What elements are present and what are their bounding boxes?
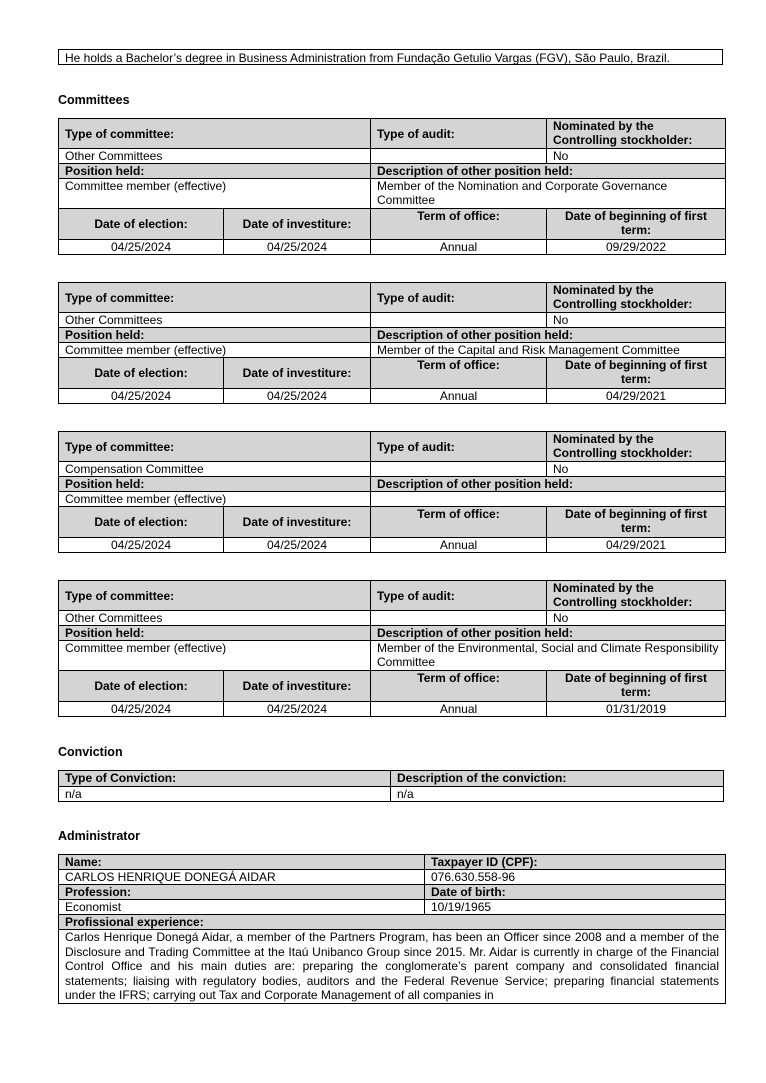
description-value: Member of the Capital and Risk Management Committee xyxy=(371,343,726,358)
term-office-label: Term of office: xyxy=(371,358,547,389)
description-label: Description of other position held: xyxy=(371,626,726,641)
date-election-label: Date of election: xyxy=(59,209,224,240)
nominated-value: No xyxy=(547,462,726,477)
type-of-audit-label: Type of audit: xyxy=(371,119,547,149)
audit-type xyxy=(371,611,547,626)
administrator-heading: Administrator xyxy=(58,829,140,843)
date-investiture-value: 04/25/2024 xyxy=(224,538,371,553)
nominated-value: No xyxy=(547,313,726,328)
education-text: He holds a Bachelor’s degree in Business Administration from Fundação Getulio Vargas (FGV), São Paulo, Brazil. xyxy=(58,49,723,65)
term-office-value: Annual xyxy=(371,240,547,255)
type-of-audit-label: Type of audit: xyxy=(371,283,547,313)
position-held-label: Position held: xyxy=(59,477,371,492)
date-beginning-label: Date of beginning of first term: xyxy=(547,671,726,702)
description-label: Description of other position held: xyxy=(371,477,726,492)
nominated-label: Nominated by the Controlling stockholder: xyxy=(547,283,726,313)
nominated-value: No xyxy=(547,149,726,164)
name-label: Name: xyxy=(59,855,425,870)
experience-label: Profissional experience: xyxy=(59,915,726,930)
committee-type: Other Committees xyxy=(59,313,371,328)
date-beginning-label: Date of beginning of first term: xyxy=(547,209,726,240)
conviction-desc-value: n/a xyxy=(391,787,724,802)
date-beginning-value: 04/29/2021 xyxy=(547,538,726,553)
nominated-value: No xyxy=(547,611,726,626)
date-beginning-label: Date of beginning of first term: xyxy=(547,507,726,538)
profession-value: Economist xyxy=(59,900,425,915)
term-office-value: Annual xyxy=(371,389,547,404)
conviction-table xyxy=(58,770,724,802)
committee-table-2 xyxy=(58,282,726,404)
term-office-label: Term of office: xyxy=(371,507,547,538)
date-election-label: Date of election: xyxy=(59,358,224,389)
committee-table-4 xyxy=(58,580,726,717)
description-label: Description of other position held: xyxy=(371,164,726,179)
date-beginning-label: Date of beginning of first term: xyxy=(547,358,726,389)
type-of-committee-label: Type of committee: xyxy=(59,432,371,462)
type-of-committee-label: Type of committee: xyxy=(59,119,371,149)
dob-value: 10/19/1965 xyxy=(425,900,726,915)
date-election-label: Date of election: xyxy=(59,507,224,538)
date-investiture-label: Date of investiture: xyxy=(224,671,371,702)
position-held-value: Committee member (effective) xyxy=(59,641,371,671)
date-election-label: Date of election: xyxy=(59,671,224,702)
administrator-table xyxy=(58,854,726,1004)
dob-label: Date of birth: xyxy=(425,885,726,900)
profession-label: Profession: xyxy=(59,885,425,900)
position-held-value: Committee member (effective) xyxy=(59,492,371,507)
type-of-audit-label: Type of audit: xyxy=(371,581,547,611)
position-held-label: Position held: xyxy=(59,626,371,641)
date-beginning-value: 01/31/2019 xyxy=(547,702,726,717)
position-held-label: Position held: xyxy=(59,328,371,343)
date-investiture-label: Date of investiture: xyxy=(224,507,371,538)
cpf-label: Taxpayer ID (CPF): xyxy=(425,855,726,870)
audit-type xyxy=(371,149,547,164)
description-label: Description of other position held: xyxy=(371,328,726,343)
term-office-value: Annual xyxy=(371,538,547,553)
conviction-heading: Conviction xyxy=(58,745,123,759)
committee-table-1 xyxy=(58,118,726,255)
nominated-label: Nominated by the Controlling stockholder: xyxy=(547,119,726,149)
nominated-label: Nominated by the Controlling stockholder: xyxy=(547,432,726,462)
conviction-type-label: Type of Conviction: xyxy=(59,771,391,787)
term-office-label: Term of office: xyxy=(371,209,547,240)
committee-type: Compensation Committee xyxy=(59,462,371,477)
date-election-value: 04/25/2024 xyxy=(59,702,224,717)
type-of-audit-label: Type of audit: xyxy=(371,432,547,462)
date-investiture-value: 04/25/2024 xyxy=(224,702,371,717)
date-beginning-value: 04/29/2021 xyxy=(547,389,726,404)
conviction-desc-label: Description of the conviction: xyxy=(391,771,724,787)
experience-text: Carlos Henrique Donegá Aidar, a member of the Partners Program, has been an Officer since 2008 and a member of the Disclosure and Trading Committee at the Itaú Unibanco Group since 2015. Mr. Aidar is currently in charge of the Financial Control Office and his main duties are: preparing the conglomerate’s parent company and consolidated financial statements; liaising with regulatory bodies, auditors and the Federal Revenue Service; preparing financial statements under the IFRS; carrying out Tax and Corporate Management of all companies in xyxy=(59,930,726,1004)
description-value: Member of the Environmental, Social and Climate Responsibility Committee xyxy=(371,641,726,671)
committees-heading: Committees xyxy=(58,93,130,107)
type-of-committee-label: Type of committee: xyxy=(59,581,371,611)
audit-type xyxy=(371,462,547,477)
term-office-value: Annual xyxy=(371,702,547,717)
name-value: CARLOS HENRIQUE DONEGÁ AIDAR xyxy=(59,870,425,885)
committee-type: Other Committees xyxy=(59,149,371,164)
date-election-value: 04/25/2024 xyxy=(59,389,224,404)
cpf-value: 076.630.558-96 xyxy=(425,870,726,885)
position-held-value: Committee member (effective) xyxy=(59,343,371,358)
description-value xyxy=(371,492,726,507)
date-beginning-value: 09/29/2022 xyxy=(547,240,726,255)
committee-type: Other Committees xyxy=(59,611,371,626)
type-of-committee-label: Type of committee: xyxy=(59,283,371,313)
committee-table-3 xyxy=(58,431,726,553)
description-value: Member of the Nomination and Corporate Governance Committee xyxy=(371,179,726,209)
date-investiture-value: 04/25/2024 xyxy=(224,240,371,255)
date-investiture-value: 04/25/2024 xyxy=(224,389,371,404)
date-investiture-label: Date of investiture: xyxy=(224,358,371,389)
position-held-label: Position held: xyxy=(59,164,371,179)
audit-type xyxy=(371,313,547,328)
date-election-value: 04/25/2024 xyxy=(59,538,224,553)
position-held-value: Committee member (effective) xyxy=(59,179,371,209)
date-election-value: 04/25/2024 xyxy=(59,240,224,255)
term-office-label: Term of office: xyxy=(371,671,547,702)
nominated-label: Nominated by the Controlling stockholder: xyxy=(547,581,726,611)
date-investiture-label: Date of investiture: xyxy=(224,209,371,240)
conviction-type-value: n/a xyxy=(59,787,391,802)
